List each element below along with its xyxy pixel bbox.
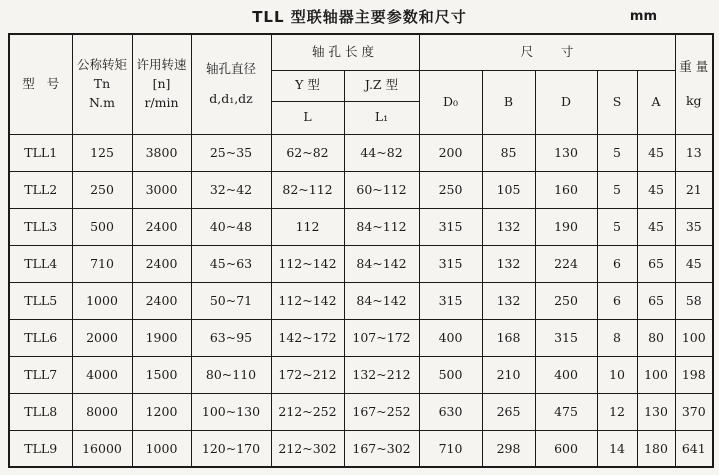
- table-row: [9, 134, 713, 171]
- header-torque-name: 公称转矩: [76, 57, 127, 73]
- coupling-parameters-table: [8, 33, 714, 468]
- cell-D: 224: [535, 245, 597, 282]
- cell-tn: 4000: [72, 356, 132, 393]
- header-torque-unit: N.m: [89, 94, 115, 110]
- cell-tn: 8000: [72, 393, 132, 430]
- cell-S: 12: [597, 393, 637, 430]
- table-row: [9, 393, 713, 430]
- cell-model: TLL3: [9, 208, 72, 245]
- cell-A: 45: [637, 134, 675, 171]
- cell-B: 265: [482, 393, 535, 430]
- header-torque-symbol: Tn: [93, 75, 111, 91]
- header-speed-unit: r/min: [144, 94, 179, 110]
- cell-B: 210: [482, 356, 535, 393]
- unit-label: mm: [629, 9, 657, 24]
- cell-model: TLL9: [9, 430, 72, 467]
- cell-S: 6: [597, 282, 637, 319]
- cell-n: 2400: [132, 282, 191, 319]
- cell-L: 172~212: [271, 356, 344, 393]
- cell-L1: 60~112: [344, 171, 419, 208]
- cell-model: TLL8: [9, 393, 72, 430]
- cell-tn: 1000: [72, 282, 132, 319]
- cell-A: 180: [637, 430, 675, 467]
- cell-D: 315: [535, 319, 597, 356]
- cell-A: 45: [637, 208, 675, 245]
- cell-tn: 125: [72, 134, 132, 171]
- cell-d: 40~48: [191, 208, 271, 245]
- cell-n: 2400: [132, 208, 191, 245]
- cell-A: 100: [637, 356, 675, 393]
- cell-D: 475: [535, 393, 597, 430]
- cell-model: TLL4: [9, 245, 72, 282]
- cell-L: 212~252: [271, 393, 344, 430]
- cell-d: 63~95: [191, 319, 271, 356]
- cell-kg: 21: [675, 171, 713, 208]
- cell-kg: 370: [675, 393, 713, 430]
- table-row: [9, 282, 713, 319]
- header-col-s: S: [597, 70, 637, 134]
- cell-D0: 315: [419, 208, 482, 245]
- cell-model: TLL5: [9, 282, 72, 319]
- header-col-d: D: [535, 70, 597, 134]
- table-row: [9, 245, 713, 282]
- cell-L: 112: [271, 208, 344, 245]
- cell-S: 5: [597, 171, 637, 208]
- cell-d: 25~35: [191, 134, 271, 171]
- cell-kg: 35: [675, 208, 713, 245]
- cell-d: 120~170: [191, 430, 271, 467]
- header-col-d0: D₀: [419, 70, 482, 134]
- header-weight-unit: kg: [685, 93, 702, 109]
- cell-L1: 132~212: [344, 356, 419, 393]
- cell-L: 62~82: [271, 134, 344, 171]
- cell-B: 132: [482, 282, 535, 319]
- cell-L: 112~142: [271, 245, 344, 282]
- cell-A: 45: [637, 171, 675, 208]
- cell-D: 400: [535, 356, 597, 393]
- header-bore-diameter-name: 轴孔直径: [205, 61, 256, 76]
- header-speed-symbol: [n]: [152, 75, 171, 91]
- cell-kg: 100: [675, 319, 713, 356]
- header-speed: [132, 34, 191, 134]
- cell-B: 105: [482, 171, 535, 208]
- cell-L: 112~142: [271, 282, 344, 319]
- cell-tn: 16000: [72, 430, 132, 467]
- table-row: [9, 171, 713, 208]
- header-col-a: A: [637, 70, 675, 134]
- cell-n: 1200: [132, 393, 191, 430]
- cell-A: 65: [637, 245, 675, 282]
- cell-n: 1500: [132, 356, 191, 393]
- header-weight: [675, 34, 713, 134]
- cell-A: 65: [637, 282, 675, 319]
- cell-kg: 641: [675, 430, 713, 467]
- cell-L1: 84~142: [344, 282, 419, 319]
- header-col-b: B: [482, 70, 535, 134]
- cell-B: 132: [482, 208, 535, 245]
- header-bore-length: 轴孔长度: [271, 34, 419, 70]
- cell-S: 10: [597, 356, 637, 393]
- header-y-type: Y 型: [271, 70, 344, 101]
- cell-L1: 167~302: [344, 430, 419, 467]
- cell-A: 80: [637, 319, 675, 356]
- cell-D: 130: [535, 134, 597, 171]
- cell-n: 3800: [132, 134, 191, 171]
- cell-d: 80~110: [191, 356, 271, 393]
- cell-D: 600: [535, 430, 597, 467]
- header-dimensions: 尺 寸: [419, 34, 675, 70]
- cell-model: TLL7: [9, 356, 72, 393]
- table-row: [9, 356, 713, 393]
- cell-n: 2400: [132, 245, 191, 282]
- cell-D0: 315: [419, 282, 482, 319]
- header-bore-diameter: [191, 34, 271, 134]
- cell-D0: 400: [419, 319, 482, 356]
- cell-tn: 250: [72, 171, 132, 208]
- cell-d: 45~63: [191, 245, 271, 282]
- cell-tn: 710: [72, 245, 132, 282]
- cell-L1: 84~142: [344, 245, 419, 282]
- cell-D: 190: [535, 208, 597, 245]
- cell-tn: 2000: [72, 319, 132, 356]
- cell-L1: 167~252: [344, 393, 419, 430]
- cell-kg: 13: [675, 134, 713, 171]
- cell-L: 142~172: [271, 319, 344, 356]
- cell-tn: 500: [72, 208, 132, 245]
- cell-S: 5: [597, 208, 637, 245]
- cell-S: 6: [597, 245, 637, 282]
- cell-A: 130: [637, 393, 675, 430]
- header-col-l: L: [271, 101, 344, 134]
- header-torque: [72, 34, 132, 134]
- cell-B: 132: [482, 245, 535, 282]
- cell-S: 8: [597, 319, 637, 356]
- cell-L: 82~112: [271, 171, 344, 208]
- cell-D0: 200: [419, 134, 482, 171]
- table-row: [9, 430, 713, 467]
- cell-L: 212~302: [271, 430, 344, 467]
- cell-kg: 198: [675, 356, 713, 393]
- cell-n: 1900: [132, 319, 191, 356]
- cell-D0: 630: [419, 393, 482, 430]
- header-weight-name: 重 量: [679, 59, 709, 74]
- header-jz-type: J.Z 型: [344, 70, 419, 101]
- cell-B: 298: [482, 430, 535, 467]
- header-bore-diameter-symbol: d,d₁,dz: [209, 91, 253, 107]
- cell-S: 14: [597, 430, 637, 467]
- cell-kg: 58: [675, 282, 713, 319]
- cell-model: TLL2: [9, 171, 72, 208]
- cell-D: 160: [535, 171, 597, 208]
- cell-B: 168: [482, 319, 535, 356]
- cell-D: 250: [535, 282, 597, 319]
- cell-d: 32~42: [191, 171, 271, 208]
- cell-d: 50~71: [191, 282, 271, 319]
- table-row: [9, 319, 713, 356]
- table-row: [9, 208, 713, 245]
- cell-d: 100~130: [191, 393, 271, 430]
- cell-S: 5: [597, 134, 637, 171]
- cell-L1: 84~112: [344, 208, 419, 245]
- cell-D0: 250: [419, 171, 482, 208]
- cell-D0: 500: [419, 356, 482, 393]
- cell-kg: 45: [675, 245, 713, 282]
- header-col-l1: L₁: [344, 101, 419, 134]
- page-title: TLL 型联轴器主要参数和尺寸: [252, 8, 467, 26]
- cell-L1: 44~82: [344, 134, 419, 171]
- cell-D0: 315: [419, 245, 482, 282]
- header-speed-name: 许用转速: [136, 57, 187, 73]
- header-model: 型 号: [9, 34, 72, 134]
- cell-n: 1000: [132, 430, 191, 467]
- cell-B: 85: [482, 134, 535, 171]
- cell-model: TLL6: [9, 319, 72, 356]
- cell-model: TLL1: [9, 134, 72, 171]
- cell-L1: 107~172: [344, 319, 419, 356]
- cell-D0: 710: [419, 430, 482, 467]
- cell-n: 3000: [132, 171, 191, 208]
